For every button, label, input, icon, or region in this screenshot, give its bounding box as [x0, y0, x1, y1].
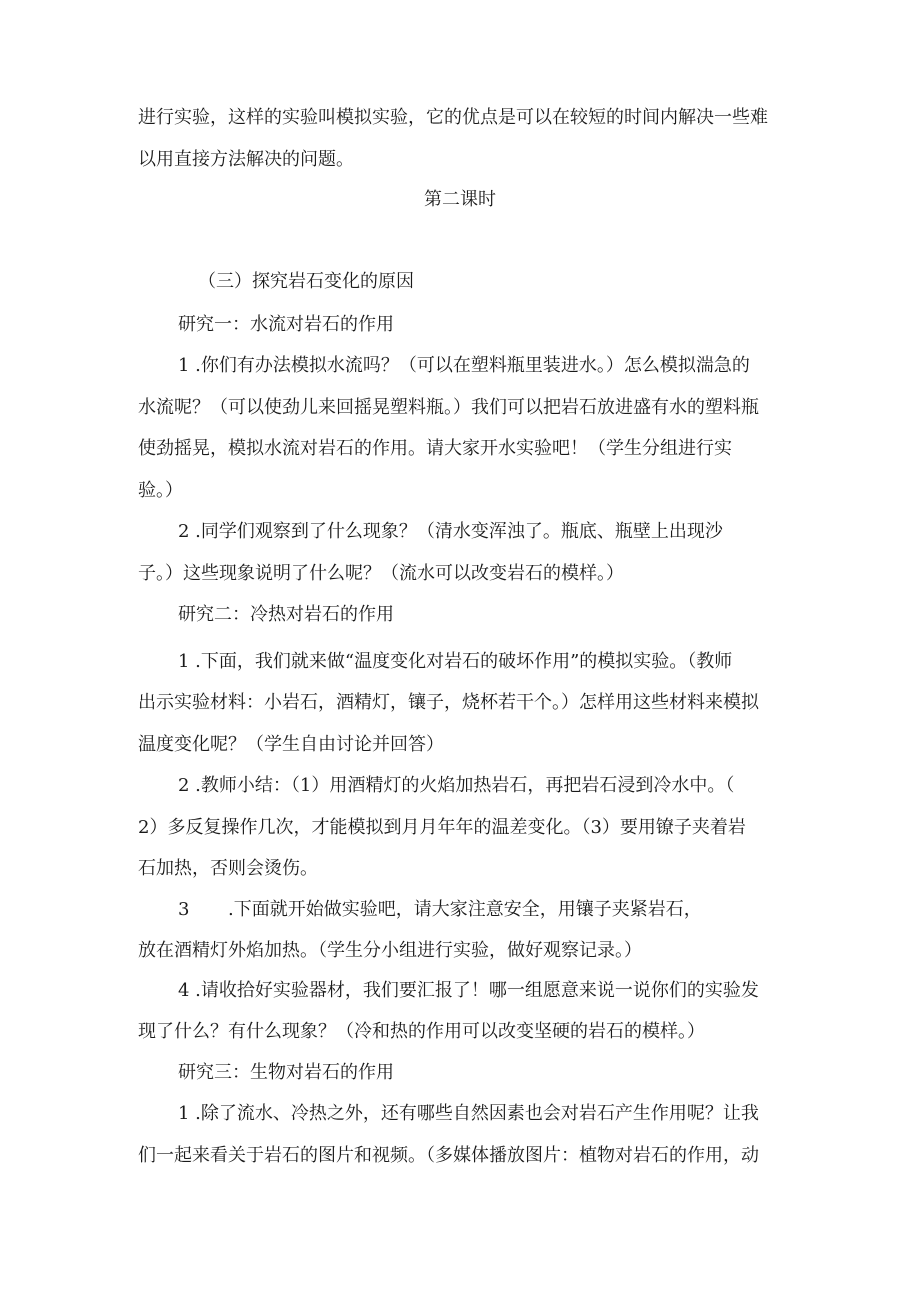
research-2-p2-line3: 石加热，否则会烫伤。	[138, 858, 318, 879]
section-heading: （三）探究岩石变化的原因	[198, 271, 414, 292]
research-1-p1-line1: 1 .你们有办法模拟水流吗？（可以在塑料瓶里装进水。）怎么模拟湍急的	[178, 355, 750, 376]
research-2-p1-line3: 温度变化呢？（学生自由讨论并回答）	[138, 734, 444, 755]
research-2-p4-line1: 4 .请收拾好实验器材，我们要汇报了！哪一组愿意来说一说你们的实验发	[178, 980, 759, 1001]
research-3-p1-line1: 1 .除了流水、冷热之外，还有哪些自然因素也会对岩石产生作用呢？让我	[178, 1103, 759, 1124]
research-2-p2-line2: 2）多反复操作几次，才能模拟到月月年年的温差变化。（3）要用镣子夹着岩	[138, 817, 746, 838]
research-2-heading: 研究二：冷热对岩石的作用	[178, 604, 394, 625]
research-2-p4-line2: 现了什么？有什么现象？（冷和热的作用可以改变坚硬的岩石的模样。）	[138, 1021, 705, 1042]
research-1-p1-line2: 水流呢？（可以使劲儿来回摇晃塑料瓶。）我们可以把岩石放进盛有水的塑料瓶	[138, 397, 759, 418]
lesson-title: 第二课时	[424, 189, 496, 210]
research-1-p1-line4: 验。）	[138, 480, 183, 501]
research-2-p3-line2: 放在酒精灯外焰加热。（学生分小组进行实验，做好观察记录。）	[138, 940, 642, 961]
research-1-p2-line1: 2 .同学们观察到了什么现象？（清水变浑浊了。瓶底、瓶壁上出现沙	[178, 521, 723, 542]
research-2-p2-line1: 2 .教师小结：（1）用酒精灯的火焰加热岩石，再把岩石浸到冷水中。（	[178, 775, 735, 796]
research-2-p3-number: 3	[178, 899, 190, 920]
research-3-p1-line2: 们一起来看关于岩石的图片和视频。（多媒体播放图片：植物对岩石的作用，动	[138, 1145, 759, 1166]
research-2-p3-line1: .下面就开始做实验吧，请大家注意安全，用镶子夹紧岩石，	[228, 899, 702, 920]
research-2-p1-line1: 1 .下面，我们就来做“温度变化对岩石的破坏作用”的模拟实验。（教师	[178, 651, 733, 672]
research-1-p1-line3: 使劲摇晃，模拟水流对岩石的作用。请大家开水实验吧！（学生分组进行实	[138, 438, 732, 459]
intro-line-2: 以用直接方法解决的问题。	[138, 149, 354, 170]
intro-line-1: 进行实验，这样的实验叫模拟实验，它的优点是可以在较短的时间内解决一些难	[138, 107, 768, 128]
research-1-heading: 研究一：水流对岩石的作用	[178, 314, 394, 335]
research-1-p2-line2: 子。）这些现象说明了什么呢？（流水可以改变岩石的模样。）	[138, 563, 624, 584]
research-2-p1-line2: 出示实验材料：小岩石，酒精灯，镶子，烧杯若干个。）怎样用这些材料来模拟	[138, 692, 759, 713]
research-3-heading: 研究三：生物对岩石的作用	[178, 1062, 394, 1083]
